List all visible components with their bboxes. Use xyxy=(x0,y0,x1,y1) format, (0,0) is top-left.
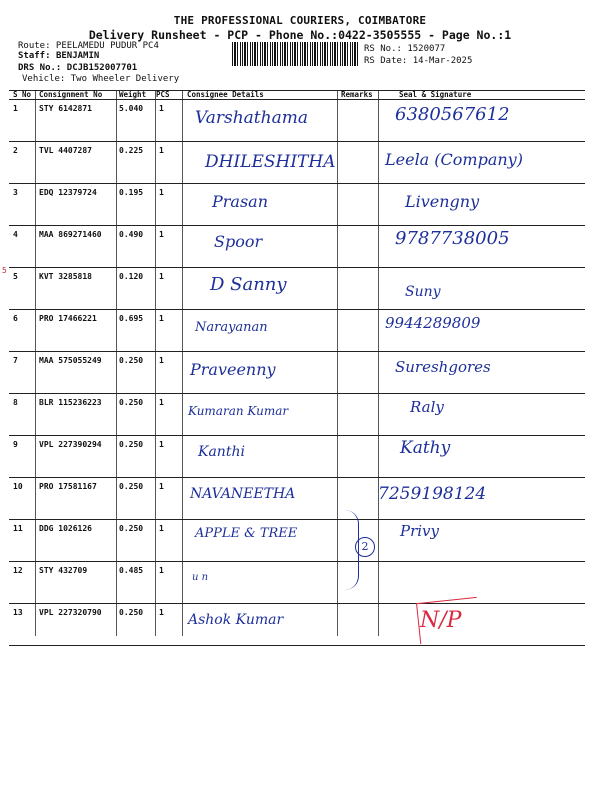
staff-name: BENJAMIN xyxy=(55,51,100,61)
header-consignee: Consignee Details xyxy=(187,90,264,99)
cell-consignment: VPL 227320790 xyxy=(39,608,102,617)
signature-handwriting: Sureshgores xyxy=(395,358,491,376)
drs-label: DRS No.: xyxy=(18,63,62,73)
cell-pcs: 1 xyxy=(159,608,164,617)
cell-sno: 1 xyxy=(13,104,18,113)
cell-weight: 0.225 xyxy=(119,146,144,155)
cell-sno: 11 xyxy=(13,524,23,533)
cell-sno: 13 xyxy=(13,608,23,617)
signature-handwriting: Leela (Company) xyxy=(385,150,523,169)
consignee-handwriting: DHILESHITHA xyxy=(205,152,336,172)
cell-pcs: 1 xyxy=(159,230,164,239)
signature-handwriting: Kathy xyxy=(400,438,451,458)
cell-consignment: PRO 17581167 xyxy=(39,482,97,491)
cell-sno: 7 xyxy=(13,356,18,365)
cell-pcs: 1 xyxy=(159,188,164,197)
cell-consignment: KVT 3285818 xyxy=(39,272,92,281)
signature-handwriting: N/P xyxy=(420,608,462,633)
table-row xyxy=(9,436,585,478)
cell-weight: 0.250 xyxy=(119,608,144,617)
staff-label: Staff: xyxy=(18,51,51,61)
cell-consignment: VPL 227390294 xyxy=(39,440,102,449)
cell-sno: 12 xyxy=(13,566,23,575)
cell-consignment: BLR 115236223 xyxy=(39,398,102,407)
route-text: Route: PEELAMEDU PUDUR PC4 xyxy=(18,41,159,51)
table-row xyxy=(9,562,585,604)
cell-pcs: 1 xyxy=(159,104,164,113)
cell-pcs: 1 xyxy=(159,314,164,323)
cell-sno: 4 xyxy=(13,230,18,239)
cell-pcs: 1 xyxy=(159,440,164,449)
cell-consignment: MAA 869271460 xyxy=(39,230,102,239)
consignee-handwriting: Praveenny xyxy=(190,360,276,379)
table-row xyxy=(9,100,585,142)
cell-consignment: EDQ 12379724 xyxy=(39,188,97,197)
table-row xyxy=(9,184,585,226)
np-stamp-mark xyxy=(416,597,481,644)
cell-sno: 9 xyxy=(13,440,18,449)
consignee-handwriting: Kanthi xyxy=(198,444,245,460)
table-row xyxy=(9,394,585,436)
consignee-handwriting: Spoor xyxy=(214,232,263,251)
margin-mark: 5 xyxy=(2,266,7,275)
table-row xyxy=(9,268,585,310)
signature-handwriting: 6380567612 xyxy=(395,104,510,125)
table-header xyxy=(9,90,585,100)
cell-sno: 10 xyxy=(13,482,23,491)
signature-handwriting: Livengny xyxy=(405,192,480,211)
consignee-handwriting: APPLE & TREE xyxy=(195,526,298,541)
cell-pcs: 1 xyxy=(159,566,164,575)
rs-date: RS Date: 14-Mar-2025 xyxy=(364,56,473,66)
table-row xyxy=(9,142,585,184)
table-row xyxy=(9,226,585,268)
barcode xyxy=(232,42,358,66)
cell-consignment: STY 6142871 xyxy=(39,104,92,113)
consignee-handwriting: u n xyxy=(192,572,209,583)
cell-weight: 0.695 xyxy=(119,314,144,323)
vehicle-text: Vehicle: Two Wheeler Delivery xyxy=(22,74,180,84)
signature-handwriting: Raly xyxy=(410,398,444,416)
signature-handwriting: 7259198124 xyxy=(378,484,487,504)
signature-handwriting: 9787738005 xyxy=(395,228,510,249)
cell-sno: 8 xyxy=(13,398,18,407)
cell-pcs: 1 xyxy=(159,524,164,533)
cell-sno: 5 xyxy=(13,272,18,281)
table-row xyxy=(9,604,585,646)
header-remarks: Remarks xyxy=(341,90,373,99)
cell-weight: 0.250 xyxy=(119,524,144,533)
table-row xyxy=(9,478,585,520)
circled-number: 2 xyxy=(355,537,375,557)
drs-number: DCJB152007701 xyxy=(66,63,138,73)
cell-weight: 0.490 xyxy=(119,230,144,239)
table-row xyxy=(9,520,585,562)
runsheet-table xyxy=(9,90,585,646)
cell-pcs: 1 xyxy=(159,146,164,155)
consignee-handwriting: Prasan xyxy=(212,192,269,211)
consignee-handwriting: Narayanan xyxy=(195,320,268,335)
consignee-handwriting: Varshathama xyxy=(195,108,308,128)
cell-consignment: PRO 17466221 xyxy=(39,314,97,323)
header-pcs: PCS xyxy=(156,90,170,99)
staff-line xyxy=(18,51,99,61)
cell-weight: 0.195 xyxy=(119,188,144,197)
runsheet-title: Delivery Runsheet - PCP - Phone No.:0422-3505555 - Page No.:1 xyxy=(88,28,512,42)
cell-consignment: MAA 575055249 xyxy=(39,356,102,365)
header-weight: Weight xyxy=(119,90,147,99)
rs-number: RS No.: 1520077 xyxy=(364,44,446,54)
document-title: THE PROFESSIONAL COURIERS, COIMBATORE xyxy=(173,14,427,27)
cell-weight: 0.120 xyxy=(119,272,144,281)
cell-sno: 2 xyxy=(13,146,18,155)
table-row xyxy=(9,352,585,394)
cell-weight: 0.250 xyxy=(119,482,144,491)
consignee-handwriting: Ashok Kumar xyxy=(188,612,284,628)
cell-pcs: 1 xyxy=(159,272,164,281)
consignee-handwriting: NAVANEETHA xyxy=(190,486,296,502)
cell-pcs: 1 xyxy=(159,398,164,407)
cell-weight: 0.485 xyxy=(119,566,144,575)
cell-weight: 0.250 xyxy=(119,398,144,407)
consignee-handwriting: Kumaran Kumar xyxy=(188,404,289,418)
cell-sno: 3 xyxy=(13,188,18,197)
table-row xyxy=(9,310,585,352)
signature-handwriting: Privy xyxy=(400,522,440,540)
cell-pcs: 1 xyxy=(159,482,164,491)
consignee-handwriting: D Sanny xyxy=(210,274,287,295)
cell-weight: 5.040 xyxy=(119,104,144,113)
header-sno: S No xyxy=(13,90,32,99)
cell-consignment: TVL 4407287 xyxy=(39,146,92,155)
header-seal: Seal & Signature xyxy=(399,90,472,99)
cell-consignment: DDG 1026126 xyxy=(39,524,92,533)
cell-sno: 6 xyxy=(13,314,18,323)
cell-consignment: STY 432709 xyxy=(39,566,88,575)
drs-line xyxy=(18,63,137,73)
signature-handwriting: 9944289809 xyxy=(385,314,481,332)
cell-pcs: 1 xyxy=(159,356,164,365)
cell-weight: 0.250 xyxy=(119,356,144,365)
signature-handwriting: Suny xyxy=(405,284,441,300)
header-consignment: Consignment No xyxy=(39,90,103,99)
cell-weight: 0.250 xyxy=(119,440,144,449)
